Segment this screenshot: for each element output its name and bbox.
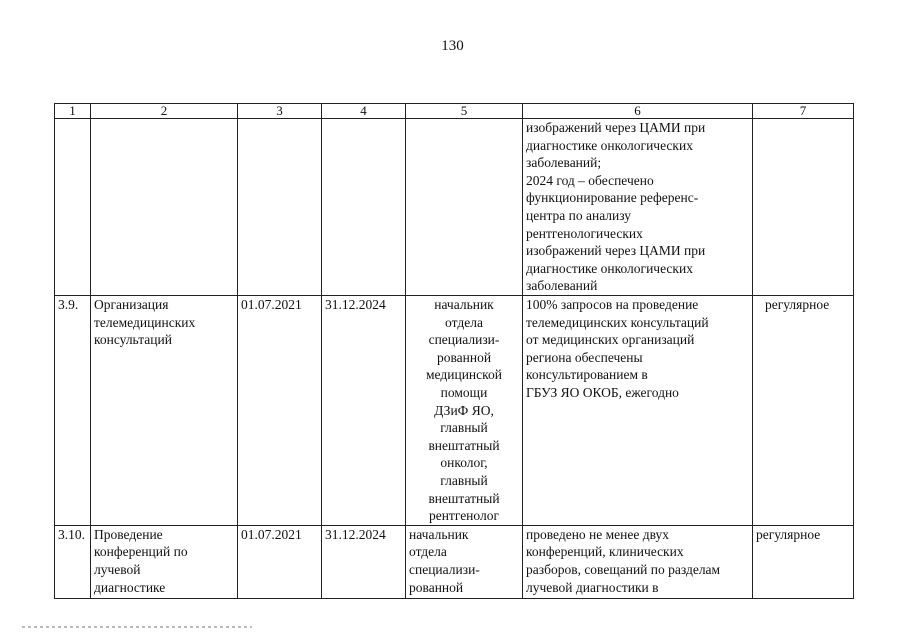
table-row — [55, 296, 854, 526]
measure-type: регулярное — [753, 296, 854, 526]
table-header-row — [55, 104, 854, 119]
end-date: 31.12.2024 — [322, 296, 406, 526]
measure-type: регулярное — [753, 525, 854, 598]
row-number — [55, 119, 91, 296]
responsible — [406, 119, 523, 296]
start-date: 01.07.2021 — [238, 296, 322, 526]
row-number: 3.9. — [55, 296, 91, 526]
plan-table — [54, 103, 854, 599]
result: изображений через ЦАМИ при диагностике онкологических заболеваний; 2024 год – обеспечено функционирование референс- центра по анализу рентгенологических изображений через ЦАМИ при диагностике онкологических заболеваний — [523, 119, 753, 296]
end-date — [322, 119, 406, 296]
start-date — [238, 119, 322, 296]
table-row — [55, 119, 854, 296]
column-header: 5 — [406, 104, 523, 119]
end-date: 31.12.2024 — [322, 525, 406, 598]
start-date: 01.07.2021 — [238, 525, 322, 598]
result: проведено не менее двух конференций, клинических разборов, совещаний по разделам лучевой диагностики в — [523, 525, 753, 598]
result: 100% запросов на проведение телемедицинских консультаций от медицинских организаций региона обеспечены консультированием в ГБУЗ ЯО ОКОБ, ежегодно — [523, 296, 753, 526]
responsible: начальник отдела специализи- рованной — [406, 525, 523, 598]
measure-name — [91, 119, 238, 296]
table-row — [55, 525, 854, 598]
column-header: 3 — [238, 104, 322, 119]
column-header: 4 — [322, 104, 406, 119]
column-header: 2 — [91, 104, 238, 119]
scan-edge-artifact — [22, 626, 252, 628]
page-number: 130 — [441, 38, 464, 54]
column-header: 1 — [55, 104, 91, 119]
column-header: 6 — [523, 104, 753, 119]
measure-type — [753, 119, 854, 296]
measure-name: Проведение конференций по лучевой диагностике — [91, 525, 238, 598]
row-number: 3.10. — [55, 525, 91, 598]
measure-name: Организация телемедицинских консультаций — [91, 296, 238, 526]
responsible: начальник отдела специализи- рованной медицинской помощи ДЗиФ ЯО, главный внештатный онколог, главный внештатный рентгенолог — [406, 296, 523, 526]
column-header: 7 — [753, 104, 854, 119]
